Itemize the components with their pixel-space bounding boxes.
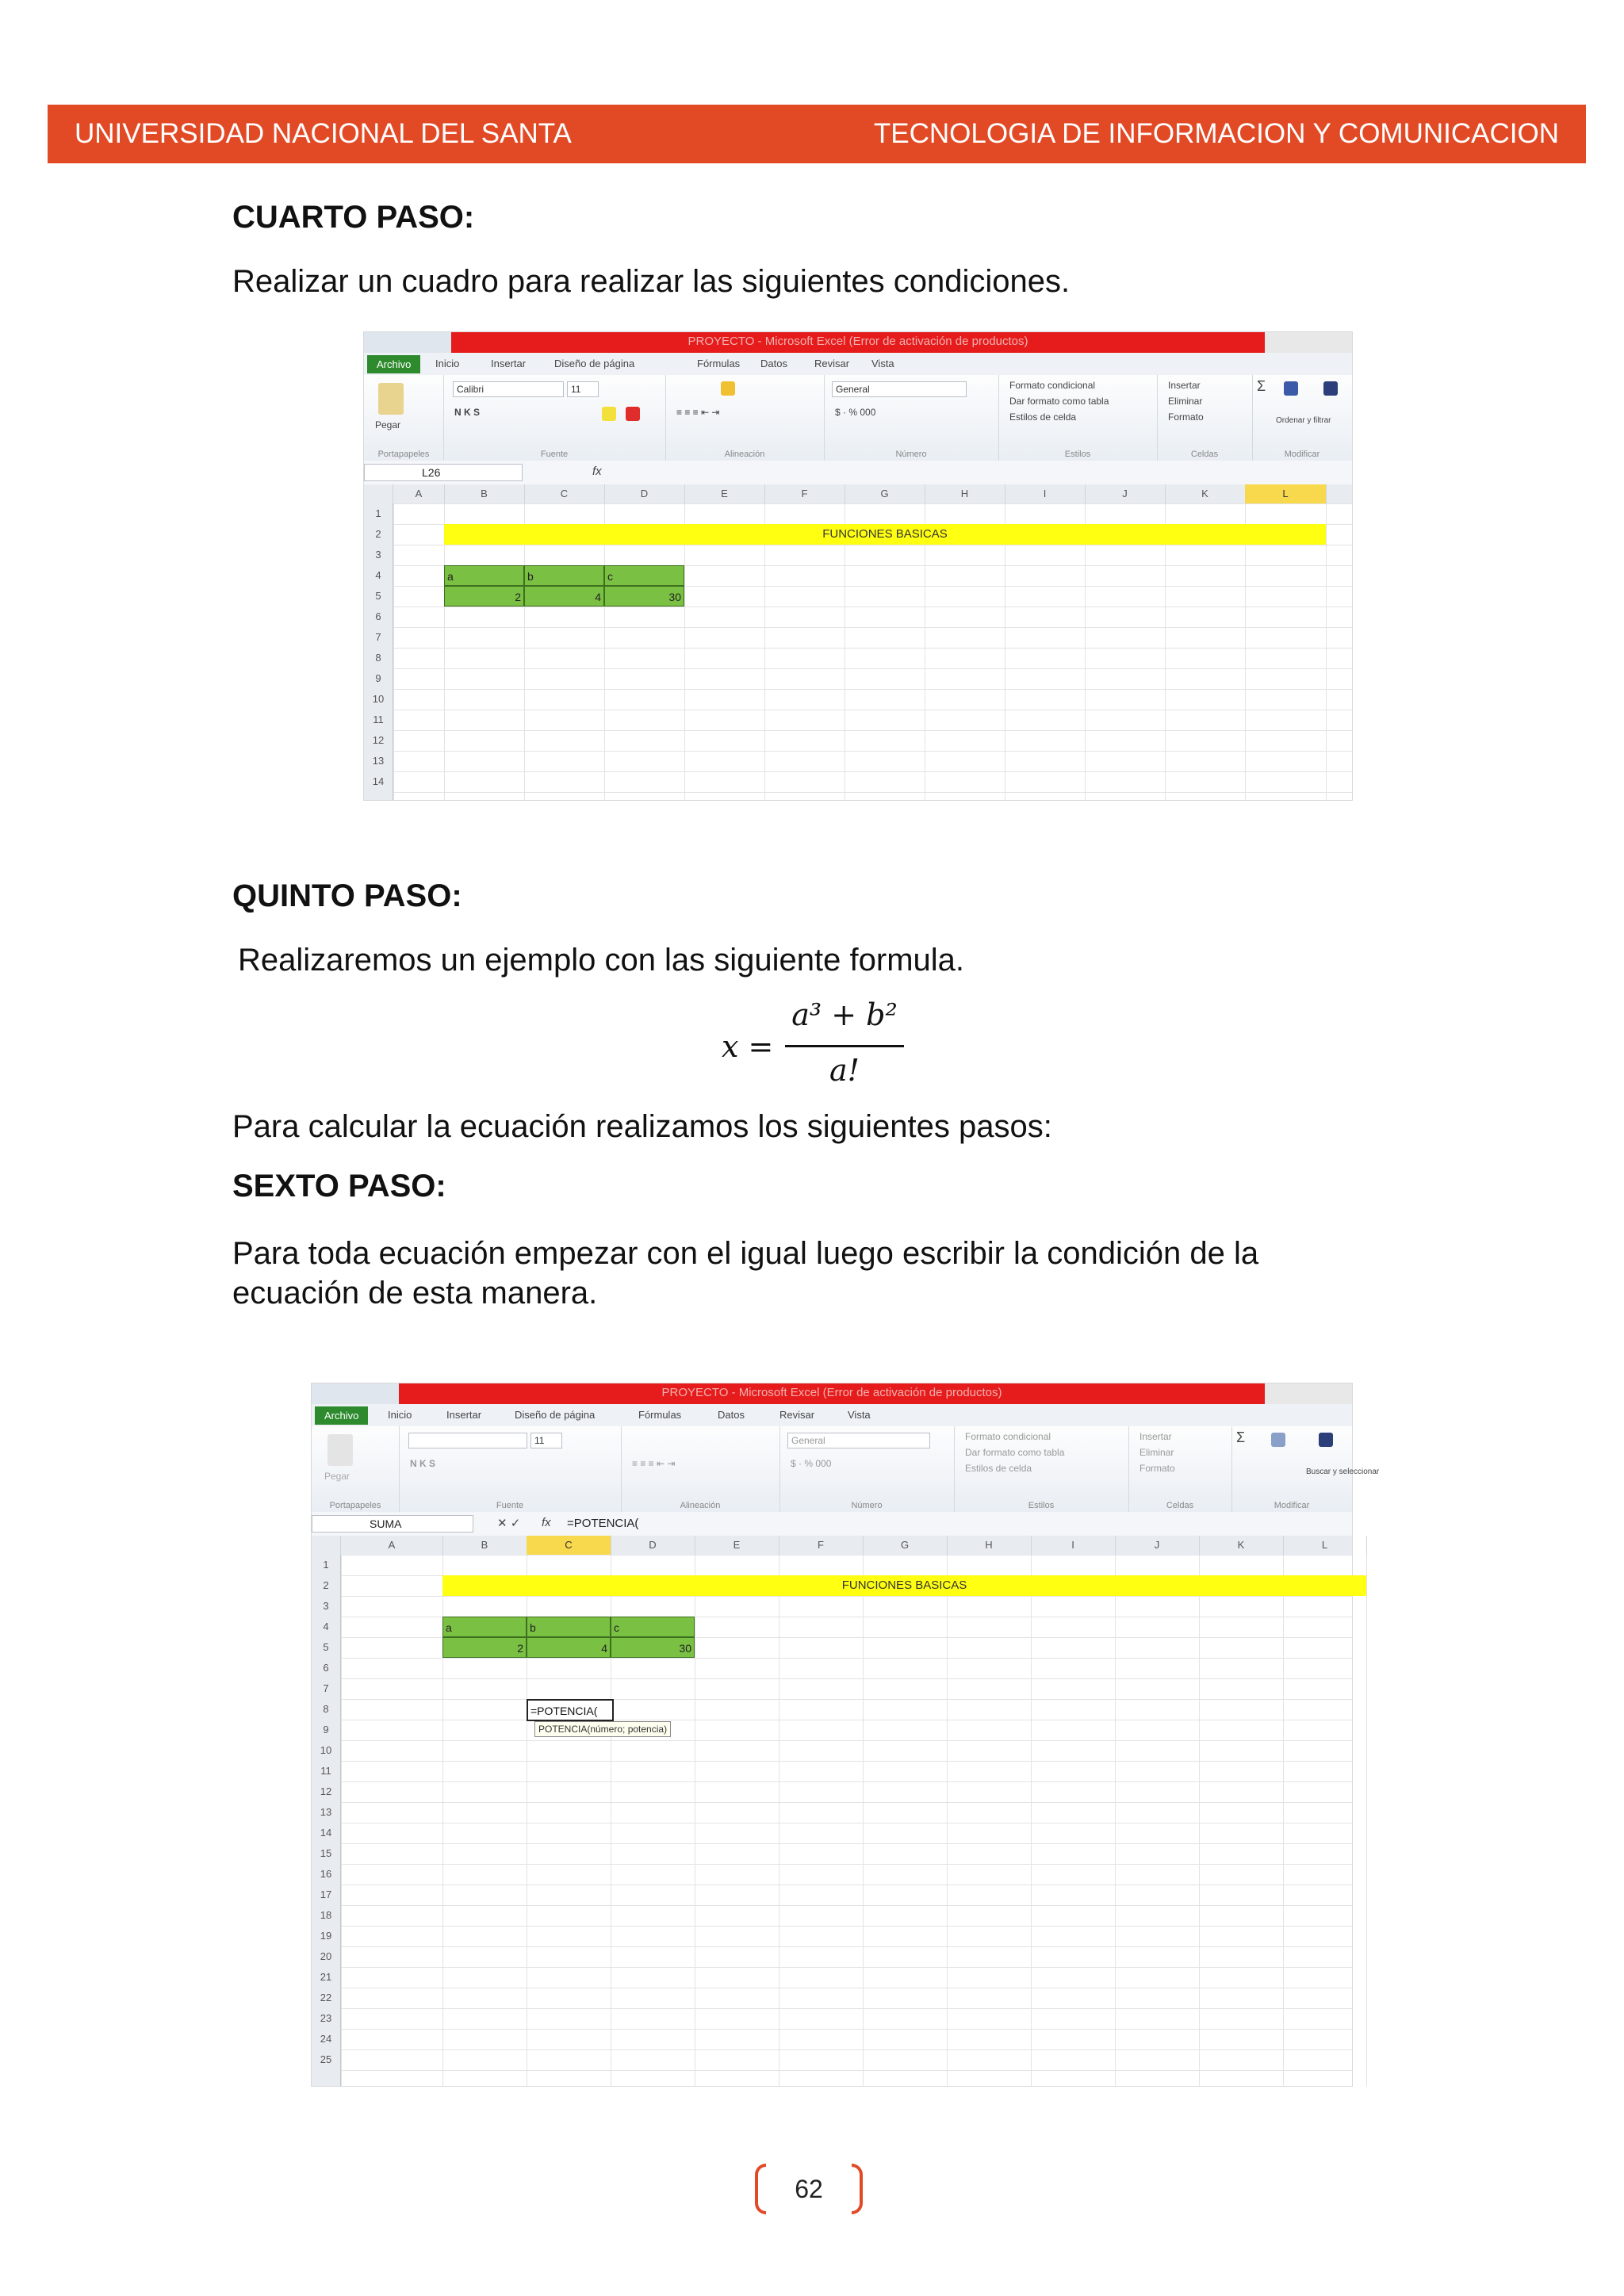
gridline — [604, 503, 605, 800]
row-header[interactable]: 22 — [320, 1992, 332, 2003]
column-header-a[interactable]: A — [393, 484, 445, 503]
row-header[interactable]: 8 — [375, 652, 381, 664]
row-headers — [312, 1555, 341, 2086]
banner-funciones-basicas[interactable]: FUNCIONES BASICAS — [442, 1575, 1366, 1596]
find-label: Buscar y seleccionar — [1306, 1468, 1380, 1476]
formula-input[interactable]: =POTENCIA( — [567, 1517, 639, 1530]
excel-titlebar — [364, 332, 1352, 353]
step5-text: Realizaremos un ejemplo con las siguiente formula. — [238, 943, 965, 978]
find-select-icon[interactable] — [1319, 1433, 1333, 1447]
column-header-b[interactable]: B — [442, 1536, 527, 1555]
step5-title: QUINTO PASO: — [232, 878, 462, 913]
font-size-select[interactable]: 11 — [567, 381, 599, 397]
group-modificar — [1252, 375, 1352, 461]
number-icons[interactable]: $ · % 000 — [791, 1458, 832, 1469]
table-header-cell[interactable]: a — [444, 565, 524, 586]
table-header-cell[interactable]: c — [611, 1617, 695, 1637]
group-celdas — [1128, 1426, 1232, 1512]
find-select-icon[interactable] — [1323, 381, 1338, 396]
ribbon-tabs — [364, 353, 1352, 375]
conditional-format[interactable]: Formato condicional — [1009, 380, 1096, 391]
group-estilos — [954, 1426, 1129, 1512]
gridline — [947, 1555, 948, 2086]
group-fuente — [443, 375, 666, 461]
paste-icon[interactable] — [327, 1434, 353, 1466]
step6-title: SEXTO PASO: — [232, 1169, 446, 1203]
column-header-k[interactable]: K — [1165, 484, 1246, 503]
row-header[interactable]: 24 — [320, 2033, 332, 2045]
number-icons[interactable]: $ · % 000 — [835, 407, 876, 418]
tab-vista[interactable]: Vista — [871, 358, 894, 369]
gridline — [863, 1555, 864, 2086]
group-label: Portapapeles — [329, 1501, 381, 1510]
gridline — [1165, 503, 1166, 800]
gridline — [1115, 1555, 1116, 2086]
ribbon-tabs — [312, 1404, 1352, 1426]
header-course: TECNOLOGIA DE INFORMACION Y COMUNICACION — [873, 118, 1559, 149]
name-box[interactable]: SUMA — [312, 1515, 473, 1533]
calc-text: Para calcular la ecuación realizamos los siguientes pasos: — [232, 1109, 1052, 1144]
delete-cells[interactable]: Eliminar — [1168, 396, 1203, 407]
row-header[interactable]: 21 — [320, 1971, 332, 1983]
formula-denominator: a! — [829, 1053, 860, 1088]
row-header[interactable]: 4 — [323, 1621, 329, 1632]
format-as-table[interactable]: Dar formato como tabla — [1009, 396, 1109, 407]
group-label: Celdas — [1190, 450, 1219, 459]
row-header[interactable]: 8 — [323, 1703, 329, 1715]
row-header[interactable]: 12 — [320, 1785, 332, 1797]
group-label: Número — [851, 1501, 883, 1510]
delete-cells[interactable]: Eliminar — [1139, 1447, 1174, 1458]
function-tooltip[interactable]: POTENCIA(número; potencia) — [534, 1721, 671, 1737]
row-header[interactable]: 10 — [320, 1744, 332, 1756]
paste-label: Pegar — [324, 1471, 350, 1482]
tab-datos[interactable]: Datos — [718, 1409, 745, 1421]
tab-diseno[interactable]: Diseño de página — [554, 358, 635, 369]
gridline — [764, 503, 765, 800]
tab-diseno[interactable]: Diseño de página — [515, 1409, 596, 1421]
column-header-f[interactable]: F — [764, 484, 845, 503]
group-portapapeles — [312, 1426, 400, 1512]
tab-inicio[interactable]: Inicio — [435, 358, 460, 369]
table-value-cell[interactable]: 2 — [444, 586, 524, 607]
row-header[interactable]: 15 — [320, 1847, 332, 1859]
column-header-d[interactable]: D — [611, 1536, 695, 1555]
tab-vista[interactable]: Vista — [848, 1409, 871, 1421]
fill-color-icon[interactable] — [602, 407, 616, 421]
row-header[interactable]: 2 — [323, 1579, 329, 1591]
excel-titlebar — [312, 1383, 1352, 1404]
window-title: PROYECTO - Microsoft Excel (Error de activación de productos) — [661, 1386, 1002, 1399]
column-header-h[interactable]: H — [925, 484, 1005, 503]
row-header[interactable]: 12 — [372, 734, 385, 746]
step6-text: Para toda ecuación empezar con el igual luego escribir la condición de la ecuación de esta manera. — [232, 1236, 1259, 1311]
column-header-d[interactable]: D — [604, 484, 685, 503]
sort-filter-icon[interactable] — [1284, 381, 1298, 396]
group-numero — [779, 1426, 955, 1512]
table-value-cell[interactable]: 4 — [524, 586, 604, 607]
formula-lhs: x = — [722, 1029, 774, 1064]
insert-cells[interactable]: Insertar — [1168, 380, 1201, 391]
paste-label: Pegar — [375, 419, 401, 430]
conditional-format[interactable]: Formato condicional — [965, 1431, 1051, 1442]
table-header-cell[interactable]: b — [524, 565, 604, 586]
table-value-cell[interactable]: 4 — [527, 1637, 611, 1658]
group-estilos — [998, 375, 1158, 461]
gridline — [684, 503, 685, 800]
column-header-i[interactable]: I — [1031, 1536, 1116, 1555]
header-bar — [48, 105, 1586, 163]
fx-icon[interactable]: fx — [542, 1516, 551, 1529]
group-portapapeles — [364, 375, 444, 461]
bold-italic-underline[interactable]: N K S — [410, 1458, 436, 1469]
row-header[interactable]: 4 — [375, 569, 381, 581]
row-header[interactable]: 23 — [320, 2012, 332, 2024]
sort-label: Ordenar y filtrar — [1276, 416, 1331, 425]
gridline — [1366, 1555, 1367, 2086]
window-controls[interactable] — [1265, 1383, 1352, 1404]
active-cell-c8[interactable]: =POTENCIA( — [527, 1699, 614, 1721]
format-cells[interactable]: Formato — [1139, 1463, 1175, 1474]
table-value-cell[interactable]: 2 — [442, 1637, 527, 1658]
row-header[interactable]: 9 — [375, 672, 381, 684]
font-color-icon[interactable] — [626, 407, 640, 421]
column-headers — [364, 484, 1352, 504]
group-numero — [824, 375, 999, 461]
banner-funciones-basicas[interactable]: FUNCIONES BASICAS — [444, 524, 1326, 545]
column-headers — [312, 1536, 1352, 1556]
format-as-table[interactable]: Dar formato como tabla — [965, 1447, 1065, 1458]
column-header-f[interactable]: F — [779, 1536, 864, 1555]
font-name-select[interactable]: Calibri — [453, 381, 564, 397]
bold-italic-underline[interactable]: N K S — [454, 407, 481, 418]
tab-archivo[interactable]: Archivo — [367, 355, 420, 373]
tab-archivo[interactable]: Archivo — [315, 1406, 368, 1425]
cancel-enter-icons[interactable]: ✕ ✓ — [497, 1517, 521, 1530]
page-number: 62 — [795, 2175, 823, 2203]
row-header[interactable]: 1 — [375, 507, 381, 519]
excel-screenshot-1 — [363, 331, 1353, 801]
tab-formulas[interactable]: Fórmulas — [697, 358, 741, 369]
column-header-g[interactable]: G — [863, 1536, 948, 1555]
row-header[interactable]: 9 — [323, 1724, 329, 1735]
worksheet-grid[interactable] — [341, 1555, 1352, 2086]
group-label: Portapapeles — [377, 450, 430, 459]
worksheet-grid[interactable] — [393, 503, 1352, 800]
ribbon — [364, 375, 1352, 461]
insert-cells[interactable]: Insertar — [1139, 1431, 1172, 1442]
group-label: Fuente — [496, 1501, 524, 1510]
row-header[interactable]: 3 — [323, 1600, 329, 1612]
group-label: Celdas — [1166, 1501, 1194, 1510]
row-header[interactable]: 19 — [320, 1930, 332, 1942]
align-icons[interactable]: ≡ ≡ ≡ ⇤ ⇥ — [676, 407, 720, 418]
select-all-corner[interactable] — [364, 484, 393, 503]
gridline — [1283, 1555, 1284, 2086]
gridline — [444, 503, 445, 800]
column-header-i[interactable]: I — [1005, 484, 1086, 503]
row-header[interactable]: 1 — [323, 1559, 329, 1571]
wrap-text-icon[interactable] — [721, 381, 735, 396]
gridline — [1326, 503, 1327, 800]
group-modificar — [1231, 1426, 1380, 1512]
row-header[interactable]: 17 — [320, 1888, 332, 1900]
row-header[interactable]: 11 — [320, 1765, 331, 1777]
step4-text: Realizar un cuadro para realizar las siguientes condiciones. — [232, 264, 1071, 299]
formula-equation — [722, 997, 912, 1100]
table-value-cell[interactable]: 30 — [604, 586, 684, 607]
select-all-corner[interactable] — [312, 1536, 341, 1555]
excel-screenshot-2 — [311, 1383, 1380, 2087]
number-format-select[interactable]: General — [787, 1433, 930, 1448]
tab-revisar[interactable]: Revisar — [814, 358, 850, 369]
group-alineacion — [621, 1426, 780, 1512]
formula-numerator: a³ + b² — [791, 997, 898, 1032]
fraction-line — [785, 1045, 904, 1047]
tab-formulas[interactable]: Fórmulas — [638, 1409, 682, 1421]
sort-filter-icon[interactable] — [1271, 1433, 1285, 1447]
step4-title: CUARTO PASO: — [232, 200, 475, 235]
column-header-b[interactable]: B — [444, 484, 525, 503]
row-header[interactable]: 3 — [375, 549, 381, 561]
gridline — [1031, 1555, 1032, 2086]
font-name-select[interactable] — [408, 1433, 527, 1448]
column-header-l[interactable]: L — [1283, 1536, 1367, 1555]
row-header[interactable]: 7 — [375, 631, 381, 643]
tab-inicio[interactable]: Inicio — [388, 1409, 412, 1421]
gridline — [524, 503, 525, 800]
row-header[interactable]: 7 — [323, 1682, 329, 1694]
group-label: Modificar — [1284, 450, 1320, 459]
group-celdas — [1157, 375, 1253, 461]
row-header[interactable]: 10 — [372, 693, 385, 705]
group-label: Fuente — [540, 450, 569, 459]
tab-insertar[interactable]: Insertar — [491, 358, 527, 369]
group-label: Modificar — [1274, 1501, 1310, 1510]
column-header-l[interactable]: L — [1245, 484, 1327, 503]
window-controls[interactable] — [1265, 332, 1352, 353]
column-header-c[interactable]: C — [524, 484, 605, 503]
name-box[interactable]: L26 — [364, 464, 523, 481]
formula-bar — [312, 1512, 1352, 1536]
autosum-icon[interactable]: Σ — [1236, 1429, 1246, 1445]
row-header[interactable]: 5 — [375, 590, 381, 602]
cell-styles[interactable]: Estilos de celda — [1009, 411, 1077, 423]
align-icons[interactable]: ≡ ≡ ≡ ⇤ ⇥ — [632, 1458, 676, 1469]
ribbon — [312, 1426, 1380, 1513]
row-headers — [364, 503, 393, 800]
row-header[interactable]: 14 — [320, 1827, 332, 1839]
tab-revisar[interactable]: Revisar — [779, 1409, 815, 1421]
row-header[interactable]: 11 — [373, 714, 384, 725]
paste-icon[interactable] — [378, 383, 404, 415]
number-format-select[interactable]: General — [832, 381, 967, 397]
column-header-c[interactable]: C — [527, 1536, 611, 1555]
row-header[interactable]: 5 — [323, 1641, 329, 1653]
row-header[interactable]: 13 — [372, 755, 385, 767]
column-header-g[interactable]: G — [845, 484, 925, 503]
tab-datos[interactable]: Datos — [760, 358, 787, 369]
gridline — [1199, 1555, 1200, 2086]
column-header-a[interactable]: A — [341, 1536, 443, 1555]
table-value-cell[interactable]: 30 — [611, 1637, 695, 1658]
cell-styles[interactable]: Estilos de celda — [965, 1463, 1032, 1474]
row-header[interactable]: 6 — [375, 610, 381, 622]
group-label: Alineación — [680, 1501, 721, 1510]
row-header[interactable]: 13 — [320, 1806, 332, 1818]
group-label: Alineación — [724, 450, 765, 459]
column-header-e[interactable]: E — [695, 1536, 779, 1555]
column-header-k[interactable]: K — [1199, 1536, 1284, 1555]
tab-insertar[interactable]: Insertar — [446, 1409, 482, 1421]
row-header[interactable]: 18 — [320, 1909, 332, 1921]
gridline — [1085, 503, 1086, 800]
column-header-h[interactable]: H — [947, 1536, 1032, 1555]
gridline — [1245, 503, 1246, 800]
group-alineacion — [665, 375, 825, 461]
row-header[interactable]: 25 — [320, 2053, 332, 2065]
column-header-e[interactable]: E — [684, 484, 765, 503]
group-fuente — [399, 1426, 622, 1512]
column-header-j[interactable]: J — [1115, 1536, 1200, 1555]
group-label: Estilos — [1064, 450, 1091, 459]
row-header[interactable]: 20 — [320, 1950, 332, 1962]
font-size-select[interactable]: 11 — [530, 1433, 562, 1448]
row-header[interactable]: 14 — [372, 775, 385, 787]
table-header-cell[interactable]: a — [442, 1617, 527, 1637]
fx-icon[interactable]: fx — [592, 465, 602, 478]
autosum-icon[interactable]: Σ — [1257, 378, 1266, 394]
row-header[interactable]: 16 — [320, 1868, 332, 1880]
row-header[interactable]: 2 — [375, 528, 381, 540]
page-number-box — [714, 2159, 904, 2222]
column-header-j[interactable]: J — [1085, 484, 1166, 503]
group-label: Número — [895, 450, 927, 459]
row-header[interactable]: 6 — [323, 1662, 329, 1674]
table-header-cell[interactable]: b — [527, 1617, 611, 1637]
formula-bar — [364, 461, 1352, 485]
group-label: Estilos — [1028, 1501, 1055, 1510]
table-header-cell[interactable]: c — [604, 565, 684, 586]
format-cells[interactable]: Formato — [1168, 411, 1204, 423]
header-university: UNIVERSIDAD NACIONAL DEL SANTA — [75, 118, 572, 149]
window-title: PROYECTO - Microsoft Excel (Error de activación de productos) — [688, 335, 1028, 348]
